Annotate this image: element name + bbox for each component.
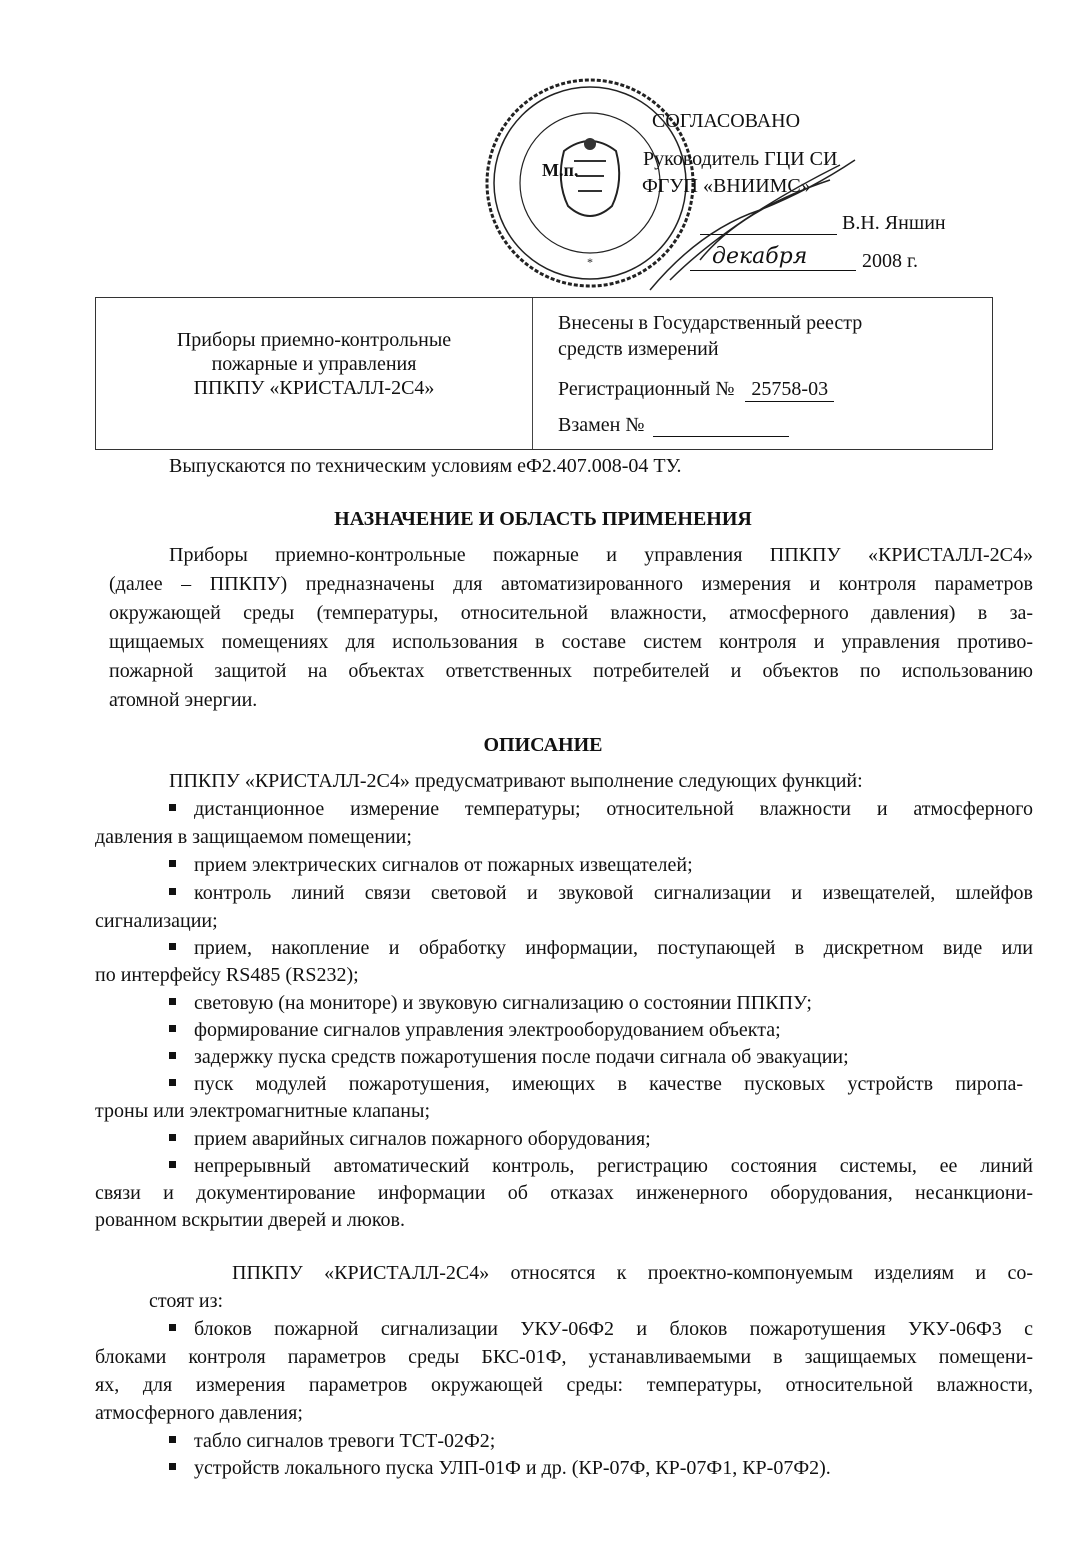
bullet-icon <box>169 1052 176 1059</box>
table-divider <box>532 298 533 449</box>
approval-organization: ФГУП «ВНИИМС» <box>642 175 811 197</box>
bullet-icon <box>169 1463 176 1470</box>
date-month-handwritten: декабря <box>712 244 808 269</box>
paragraph-line: щищаемых помещениях для использования в составе систем контроля и управления противо- <box>109 631 1033 653</box>
device-name-line: Приборы приемно-контрольные <box>176 329 452 351</box>
approval-year: 2008 г. <box>862 250 918 272</box>
registry-note-line: средств измерений <box>558 338 719 360</box>
function-item: пуск модулей пожаротушения, имеющих в качестве пусковых устройств пиропа- <box>169 1073 1023 1096</box>
bullet-icon <box>169 1161 176 1168</box>
paragraph-line: пожарной защитой на объектах ответственных потребителей и объектов по использованию <box>109 660 1033 682</box>
registry-note-line: Внесены в Государственный реестр <box>558 312 863 334</box>
device-name-cell <box>96 328 532 400</box>
function-item: непрерывный автоматический контроль, регистрацию состояния системы, ее линий <box>169 1155 1033 1178</box>
paragraph-line: окружающей среды (температуры, относительной влажности, атмосферного давления) в за- <box>109 602 1033 624</box>
bullet-icon <box>169 1436 176 1443</box>
bullet-icon <box>169 1134 176 1141</box>
function-item-cont: связи и документирование информации об отказах инженерного оборудования, несанкциони- <box>95 1182 1033 1204</box>
function-item: контроль линий связи световой и звуковой сигнализации и извещателей, шлейфов <box>169 882 1033 905</box>
composition-intro-cont: стоят из: <box>149 1290 224 1312</box>
component-item: табло сигналов тревоги ТСТ-02Ф2; <box>169 1430 495 1453</box>
svg-text:*: * <box>587 255 593 269</box>
function-item: прием, накопление и обработку информации, поступающей в дискретном виде или <box>169 937 1033 960</box>
function-item-cont: рованном вскрытии дверей и люков. <box>95 1209 405 1231</box>
section-heading-description: ОПИСАНИЕ <box>483 734 603 756</box>
function-item-cont: сигнализации; <box>95 910 218 932</box>
paragraph-line: атомной энергии. <box>109 689 258 711</box>
device-name-line: пожарные и управления <box>211 353 417 375</box>
component-item-cont: ях, для измерения параметров окружающей среды: температуры, относительной влажности, <box>95 1374 1033 1396</box>
bullet-icon <box>169 998 176 1005</box>
function-item: формирование сигналов управления электрооборудованием объекта; <box>169 1019 781 1042</box>
replacement-label: Взамен № <box>558 414 645 436</box>
bullet-icon <box>169 1324 176 1331</box>
bullet-icon <box>169 1025 176 1032</box>
function-item: прием аварийных сигналов пожарного оборудования; <box>169 1128 651 1151</box>
bullet-icon <box>169 943 176 950</box>
bullet-icon <box>169 860 176 867</box>
component-item-cont: атмосферного давления; <box>95 1402 303 1424</box>
bullet-icon <box>169 888 176 895</box>
function-item-cont: по интерфейсу RS485 (RS232); <box>95 964 359 986</box>
function-item: световую (на мониторе) и звуковую сигнализацию о состоянии ППКПУ; <box>169 992 812 1015</box>
signature-scribble <box>640 150 860 300</box>
bullet-icon <box>169 804 176 811</box>
function-item: дистанционное измерение температуры; относительной влажности и атмосферного <box>169 798 1033 821</box>
paragraph-line: (далее – ППКПУ) предназначены для автоматизированного измерения и контроля параметров <box>109 573 1033 595</box>
device-name-line: ППКПУ «КРИСТАЛЛ-2С4» <box>193 377 435 399</box>
spec-line: Выпускаются по техническим условиям еФ2.407.008-04 ТУ. <box>169 455 682 477</box>
component-item: устройств локального пуска УЛП-01Ф и др. (КР-07Ф, КР-07Ф1, КР-07Ф2). <box>169 1457 831 1480</box>
function-item: прием электрических сигналов от пожарных извещателей; <box>169 854 693 877</box>
replacement-row <box>558 414 789 437</box>
function-item: задержку пуска средств пожаротушения после подачи сигнала об эвакуации; <box>169 1046 849 1069</box>
approval-position: Руководитель ГЦИ СИ <box>643 148 838 170</box>
function-item-cont: давления в защищаемом помещении; <box>95 826 412 848</box>
stamp-label: М.п. <box>542 160 579 180</box>
composition-intro: ППКПУ «КРИСТАЛЛ-2С4» относятся к проектно-компонуемым изделиям и со- <box>232 1262 1033 1284</box>
registration-label: Регистрационный № <box>558 378 735 400</box>
section-heading-purpose: НАЗНАЧЕНИЕ И ОБЛАСТЬ ПРИМЕНЕНИЯ <box>334 508 752 530</box>
bullet-icon <box>169 1079 176 1086</box>
registry-table <box>95 297 993 450</box>
paragraph-line: Приборы приемно-контрольные пожарные и управления ППКПУ «КРИСТАЛЛ-2С4» <box>169 544 1033 566</box>
component-item: блоков пожарной сигнализации УКУ-06Ф2 и блоков пожаротушения УКУ-06Ф3 с <box>169 1318 1033 1341</box>
function-item-cont: троны или электромагнитные клапаны; <box>95 1100 430 1122</box>
component-item-cont: блоками контроля параметров среды БКС-01Ф, устанавливаемыми в защищаемых помещени- <box>95 1346 1033 1368</box>
functions-intro: ППКПУ «КРИСТАЛЛ-2С4» предусматривают выполнение следующих функций: <box>169 770 863 792</box>
registration-number: 25758-03 <box>745 378 834 402</box>
registration-number-row <box>558 378 834 402</box>
approval-signatory: В.Н. Яншин <box>842 212 946 234</box>
replacement-number <box>653 416 789 437</box>
approval-title: СОГЛАСОВАНО <box>652 110 801 132</box>
